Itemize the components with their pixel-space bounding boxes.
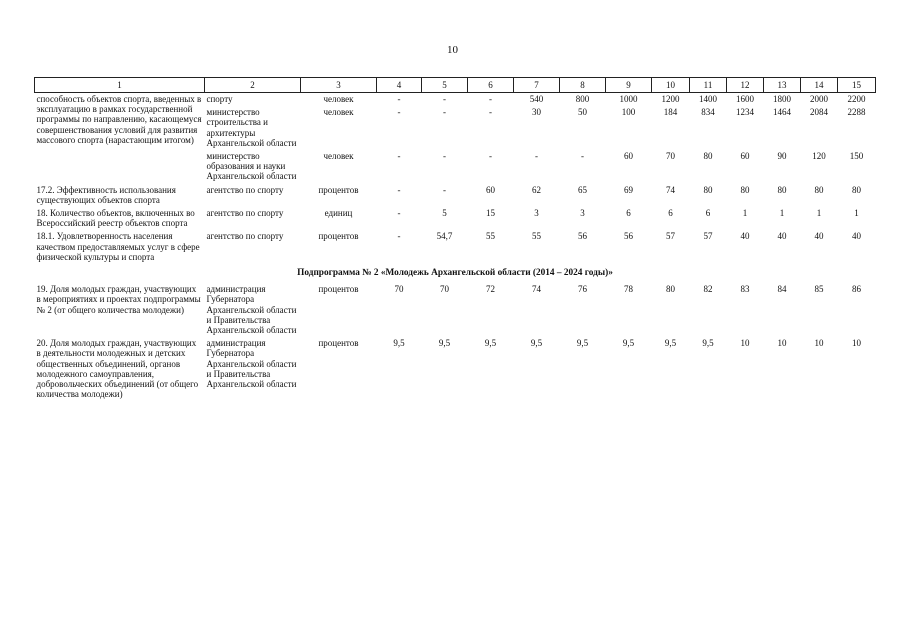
value-cell: -: [581, 151, 584, 162]
value-cell: 184: [663, 107, 678, 118]
unit-of-measure: процентов: [318, 184, 359, 195]
indicator-name: способность объектов спорта, введенных в эксплуатацию в рамках государственной программы по направлению, касающемуся совершенствования условий для развития массового спорта (нарастающим итогом): [36, 94, 202, 145]
value-cell: 78: [624, 284, 633, 295]
column-header: 11: [690, 78, 727, 93]
responsible-body: министерство строительства и архитектуры Архангельской области: [206, 107, 297, 148]
responsible-body: агентство по спорту: [206, 184, 284, 195]
value-cell: 150: [849, 151, 864, 162]
table-row: [35, 207, 876, 230]
value-cell: 54,7: [436, 231, 453, 242]
value-cell: 10: [814, 338, 824, 349]
indicator-name: 18. Количество объектов, включенных во Всероссийский реестр объектов спорта: [36, 208, 195, 229]
value-cell: 9,5: [530, 338, 543, 349]
column-header: 4: [377, 78, 422, 93]
column-header: 1: [35, 78, 205, 93]
column-header: 8: [560, 78, 606, 93]
value-cell: 1: [779, 208, 785, 219]
value-cell: 1200: [661, 94, 680, 104]
value-cell: -: [443, 107, 446, 118]
value-cell: 86: [852, 284, 861, 295]
table-row: [35, 93, 876, 107]
column-header: 5: [422, 78, 468, 93]
column-header: 13: [764, 78, 801, 93]
value-cell: 56: [578, 231, 587, 242]
value-cell: 65: [578, 184, 587, 195]
unit-of-measure: человек: [323, 107, 354, 118]
indicator-name: 20. Доля молодых граждан, участвующих в деятельности молодежных и детских общественных объединений, органов молодежного самоуправления, добровольческих объединений (от общего количества молодежи): [36, 338, 199, 400]
value-cell: 1: [742, 208, 748, 219]
value-cell: 2000: [810, 94, 828, 104]
value-cell: 70: [666, 151, 675, 162]
value-cell: 40: [814, 231, 824, 242]
responsible-body: администрация Губернатора Архангельской области и Правительства Архангельской области: [206, 284, 297, 336]
column-header: 15: [838, 78, 876, 93]
value-cell: 80: [740, 184, 750, 195]
value-cell: -: [443, 94, 446, 104]
value-cell: 9,5: [484, 338, 497, 349]
value-cell: 1800: [773, 94, 791, 104]
value-cell: 85: [814, 284, 824, 295]
value-cell: 60: [624, 151, 633, 162]
value-cell: 6: [668, 208, 673, 219]
value-cell: 15: [486, 208, 495, 219]
value-cell: 834: [701, 107, 715, 118]
value-cell: 74: [666, 184, 675, 195]
value-cell: 57: [666, 231, 675, 242]
value-cell: -: [535, 151, 538, 162]
value-cell: 83: [740, 284, 750, 295]
value-cell: 72: [486, 284, 495, 295]
value-cell: 10: [777, 338, 787, 349]
value-cell: -: [489, 94, 492, 104]
subprogram-heading: Подпрограмма № 2 «Молодежь Архангельской области (2014 – 2024 годы)»: [297, 268, 613, 279]
column-header: 10: [652, 78, 690, 93]
value-cell: 9,5: [438, 338, 451, 349]
value-cell: 55: [532, 231, 541, 242]
value-cell: 2084: [810, 107, 828, 118]
value-cell: 540: [529, 94, 544, 104]
value-cell: -: [443, 184, 446, 195]
unit-of-measure: человек: [323, 94, 354, 104]
value-cell: 74: [532, 284, 541, 295]
value-cell: -: [489, 107, 492, 118]
value-cell: 60: [740, 151, 750, 162]
value-cell: 40: [777, 231, 787, 242]
value-cell: 6: [705, 208, 711, 219]
value-cell: -: [397, 208, 401, 219]
value-cell: 6: [626, 208, 631, 219]
value-cell: 3: [534, 208, 539, 219]
responsible-body: спорту: [206, 94, 233, 104]
value-cell: 9,5: [664, 338, 677, 349]
page-number: 10: [447, 44, 458, 56]
value-cell: 9,5: [702, 338, 714, 349]
value-cell: -: [397, 107, 401, 118]
table-row: [35, 230, 876, 264]
value-cell: 800: [575, 94, 590, 104]
value-cell: 9,5: [622, 338, 635, 349]
value-cell: 80: [703, 184, 713, 195]
value-cell: -: [397, 184, 401, 195]
unit-of-measure: единиц: [324, 208, 353, 219]
value-cell: 9,5: [393, 338, 405, 349]
value-cell: 80: [703, 151, 713, 162]
value-cell: 62: [532, 184, 541, 195]
indicator-name: 18.1. Удовлетворенность населения качеством предоставляемых услуг в сфере физической культуры и спорта: [36, 231, 200, 262]
value-cell: 84: [777, 284, 787, 295]
unit-of-measure: человек: [323, 151, 354, 162]
value-cell: 1000: [619, 94, 638, 104]
responsible-body: администрация Губернатора Архангельской области и Правительства Архангельской области: [206, 338, 297, 390]
value-cell: 1600: [736, 94, 754, 104]
column-header: 12: [727, 78, 764, 93]
value-cell: 1: [816, 208, 822, 219]
column-header: 7: [514, 78, 560, 93]
indicators-table: [34, 77, 876, 401]
value-cell: 5: [442, 208, 447, 219]
responsible-body: агентство по спорту: [206, 231, 284, 242]
value-cell: -: [397, 231, 401, 242]
unit-of-measure: процентов: [318, 338, 359, 349]
value-cell: 1: [854, 208, 859, 219]
table-header: [35, 78, 876, 93]
value-cell: 1234: [736, 107, 754, 118]
value-cell: 50: [578, 107, 587, 118]
column-header: 14: [801, 78, 838, 93]
indicator-name: 19. Доля молодых граждан, участвующих в мероприятиях и проектах подпрограммы № 2 (от общего количества молодежи): [36, 284, 201, 315]
value-cell: 57: [703, 231, 713, 242]
value-cell: 9,5: [576, 338, 589, 349]
responsible-body: министерство образования и науки Архангельской области: [206, 151, 297, 182]
value-cell: 76: [578, 284, 587, 295]
value-cell: 80: [666, 284, 675, 295]
value-cell: 120: [812, 151, 826, 162]
value-cell: 3: [580, 208, 585, 219]
unit-of-measure: процентов: [318, 231, 359, 242]
column-header: 3: [301, 78, 377, 93]
unit-of-measure: процентов: [318, 284, 359, 295]
value-cell: 69: [624, 184, 633, 195]
value-cell: 90: [777, 151, 787, 162]
column-header: 2: [205, 78, 301, 93]
value-cell: 2200: [847, 94, 866, 104]
value-cell: 40: [740, 231, 750, 242]
value-cell: 70: [394, 284, 404, 295]
column-header: 6: [468, 78, 514, 93]
table-body: [35, 93, 876, 402]
table-row: [35, 337, 876, 401]
value-cell: -: [397, 151, 401, 162]
value-cell: 1400: [699, 94, 717, 104]
value-cell: 30: [532, 107, 541, 118]
value-cell: 2288: [847, 107, 866, 118]
value-cell: 80: [777, 184, 787, 195]
value-cell: 1464: [773, 107, 791, 118]
indicator-name: 17.2. Эффективность использования существующих объектов спорта: [36, 184, 176, 205]
value-cell: 60: [486, 184, 495, 195]
table-row: [35, 184, 876, 207]
value-cell: 10: [740, 338, 750, 349]
value-cell: 40: [852, 231, 861, 242]
value-cell: -: [443, 151, 446, 162]
responsible-body: агентство по спорту: [206, 208, 284, 219]
value-cell: 80: [814, 184, 824, 195]
column-header: 9: [606, 78, 652, 93]
value-cell: 82: [703, 284, 713, 295]
value-cell: 80: [852, 184, 861, 195]
value-cell: 55: [486, 231, 495, 242]
value-cell: -: [397, 94, 401, 104]
value-cell: 10: [852, 338, 861, 349]
value-cell: 100: [621, 107, 636, 118]
value-cell: 70: [440, 284, 449, 295]
table-row: [35, 283, 876, 337]
value-cell: 56: [624, 231, 633, 242]
value-cell: -: [489, 151, 492, 162]
